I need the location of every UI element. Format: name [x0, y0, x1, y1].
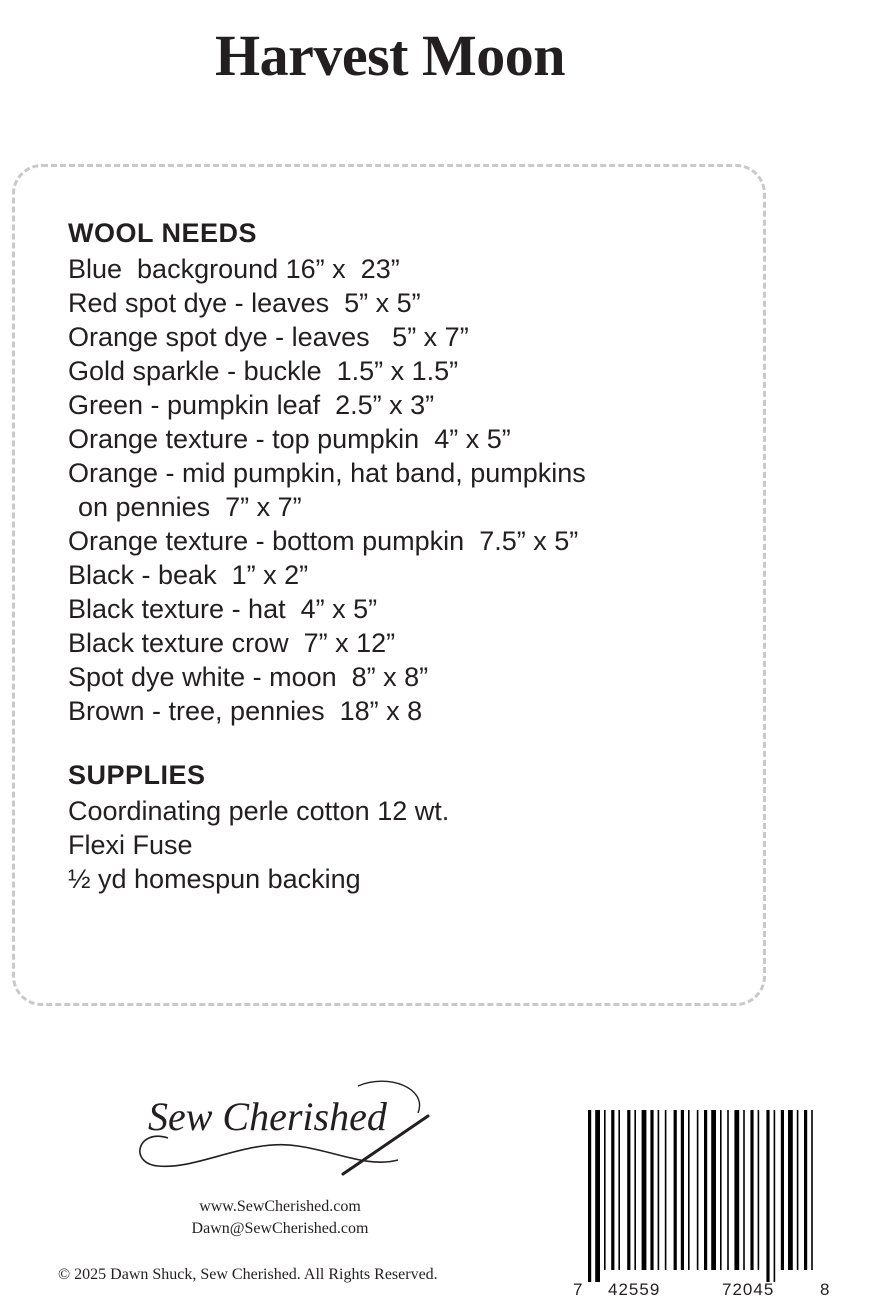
list-item-line2: on pennies 7” x 7”	[78, 492, 302, 522]
sew-cherished-logo	[128, 1068, 438, 1178]
barcode-bar	[665, 1110, 667, 1270]
list-item: Spot dye white - moon 8” x 8”	[68, 662, 429, 692]
barcode-bar	[681, 1110, 684, 1270]
barcode-bar	[704, 1110, 707, 1270]
copyright-text: © 2025 Dawn Shuck, Sew Cherished. All Rights Reserved.	[58, 1266, 438, 1283]
email-link[interactable]: Dawn@SewCherished.com	[191, 1220, 369, 1237]
barcode-bar	[697, 1110, 699, 1270]
list-item: Brown - tree, pennies 18” x 8	[68, 696, 423, 726]
barcode-group-2: 72045	[722, 1280, 775, 1299]
list-item: Flexi Fuse	[68, 830, 193, 860]
list-item: Coordinating perle cotton 12 wt.	[68, 796, 450, 826]
barcode-bar	[674, 1110, 677, 1270]
list-item: Orange - mid pumpkin, hat band, pumpkins	[68, 458, 586, 488]
list-item: Gold sparkle - buckle 1.5” x 1.5”	[68, 356, 459, 386]
barcode-image	[586, 1110, 818, 1282]
wool-needs-heading: WOOL NEEDS	[68, 218, 258, 248]
barcode-bar	[734, 1110, 739, 1270]
barcode-bar	[634, 1110, 636, 1270]
list-item: Orange texture - top pumpkin 4” x 5”	[68, 424, 511, 454]
website-link[interactable]: www.SewCherished.com	[199, 1198, 361, 1215]
barcode-digit-last: 8	[820, 1280, 831, 1299]
barcode-bar	[788, 1110, 793, 1270]
pattern-title: Harvest Moon	[215, 23, 565, 88]
list-item: Black - beak 1” x 2”	[68, 560, 309, 590]
barcode-bar	[811, 1110, 813, 1270]
barcode-bar	[650, 1110, 653, 1270]
barcode-bar	[711, 1110, 716, 1270]
logo-text: Sew Cherished	[148, 1094, 387, 1139]
list-item-continuation	[68, 490, 586, 524]
barcode-bar	[588, 1110, 591, 1282]
barcode-bar	[758, 1110, 760, 1270]
list-item: Black texture crow 7” x 12”	[68, 628, 396, 658]
list-item: Orange texture - bottom pumpkin 7.5” x 5”	[68, 526, 579, 556]
barcode-bar	[743, 1110, 745, 1270]
barcode-bar	[627, 1110, 630, 1270]
barcode-bar	[766, 1110, 769, 1282]
list-item: Black texture - hat 4” x 5”	[68, 594, 378, 624]
list-item: Red spot dye - leaves 5” x 5”	[68, 288, 421, 318]
barcode-bar	[720, 1110, 722, 1270]
barcode-group-1: 42559	[608, 1280, 661, 1299]
barcode-bar	[604, 1110, 606, 1270]
list-item: ½ yd homespun backing	[68, 864, 361, 894]
list-item: Green - pumpkin leaf 2.5” x 3”	[68, 390, 435, 420]
barcode-bar	[774, 1110, 776, 1282]
barcode-bar	[595, 1110, 600, 1282]
list-item: Blue background 16” x 23”	[68, 254, 400, 284]
barcode-digit-first: 7	[573, 1280, 584, 1299]
wool-needs-list	[68, 252, 586, 728]
barcode-bar	[658, 1110, 660, 1270]
barcode-bar	[750, 1110, 753, 1270]
supplies-heading: SUPPLIES	[68, 760, 206, 790]
barcode-bar	[781, 1110, 784, 1270]
supplies-list	[68, 794, 449, 896]
barcode-bar	[611, 1110, 614, 1270]
barcode-bar	[727, 1110, 729, 1270]
barcode-bar	[688, 1110, 690, 1270]
barcode-bar	[618, 1110, 620, 1270]
barcode-bar	[642, 1110, 647, 1270]
barcode-bar	[804, 1110, 807, 1270]
barcode-bar	[797, 1110, 799, 1270]
list-item: Orange spot dye - leaves 5” x 7”	[68, 322, 469, 352]
